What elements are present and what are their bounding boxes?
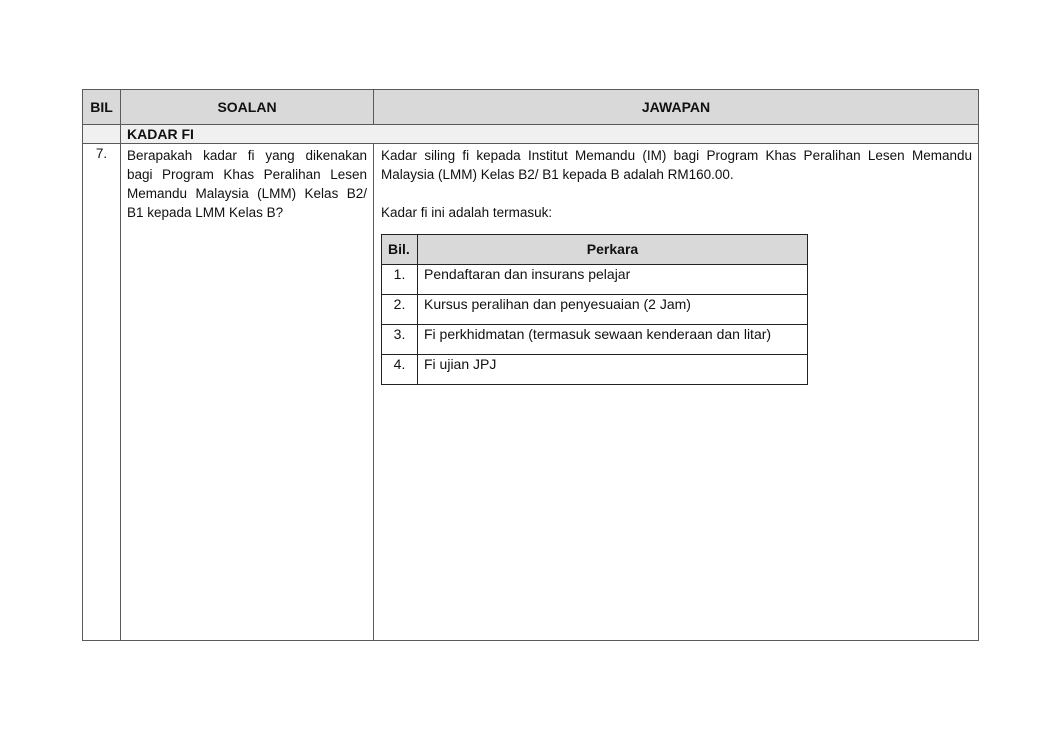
section-row xyxy=(83,125,979,144)
fee-row xyxy=(382,325,808,355)
section-empty-cell xyxy=(83,125,121,144)
answer-includes: Kadar fi ini adalah termasuk: xyxy=(381,205,553,220)
fee-header-perkara: Perkara xyxy=(418,235,808,265)
fee-row-bil: 1. xyxy=(382,265,418,295)
fee-row-bil: 3. xyxy=(382,325,418,355)
fee-row xyxy=(382,295,808,325)
fee-row-perkara: Fi ujian JPJ xyxy=(418,355,808,385)
fee-row-perkara: Pendaftaran dan insurans pelajar xyxy=(418,265,808,295)
faq-table xyxy=(82,89,979,641)
section-title: KADAR FI xyxy=(121,125,979,144)
header-bil: BIL xyxy=(83,90,121,125)
header-jawapan: JAWAPAN xyxy=(374,90,979,125)
question-row xyxy=(83,144,979,641)
fee-header-bil: Bil. xyxy=(382,235,418,265)
fee-header-row xyxy=(382,235,808,265)
fee-row-perkara: Kursus peralihan dan penyesuaian (2 Jam) xyxy=(418,295,808,325)
answer-intro: Kadar siling fi kepada Institut Memandu (IM) bagi Program Khas Peralihan Lesen Memandu Malaysia (LMM) Kelas B2/ B1 kepada B adalah RM160.00. xyxy=(381,148,972,182)
question-text: Berapakah kadar fi yang dikenakan bagi Program Khas Peralihan Lesen Memandu Malaysia (LMM) Kelas B2/ B1 kepada LMM Kelas B? xyxy=(121,144,374,641)
question-number: 7. xyxy=(83,144,121,641)
header-soalan: SOALAN xyxy=(121,90,374,125)
fee-row xyxy=(382,355,808,385)
fee-row-bil: 2. xyxy=(382,295,418,325)
fee-row-perkara: Fi perkhidmatan (termasuk sewaan kenderaan dan litar) xyxy=(418,325,808,355)
fee-row xyxy=(382,265,808,295)
header-row xyxy=(83,90,979,125)
fee-row-bil: 4. xyxy=(382,355,418,385)
fee-items-table xyxy=(381,234,808,385)
answer-cell xyxy=(374,144,979,641)
